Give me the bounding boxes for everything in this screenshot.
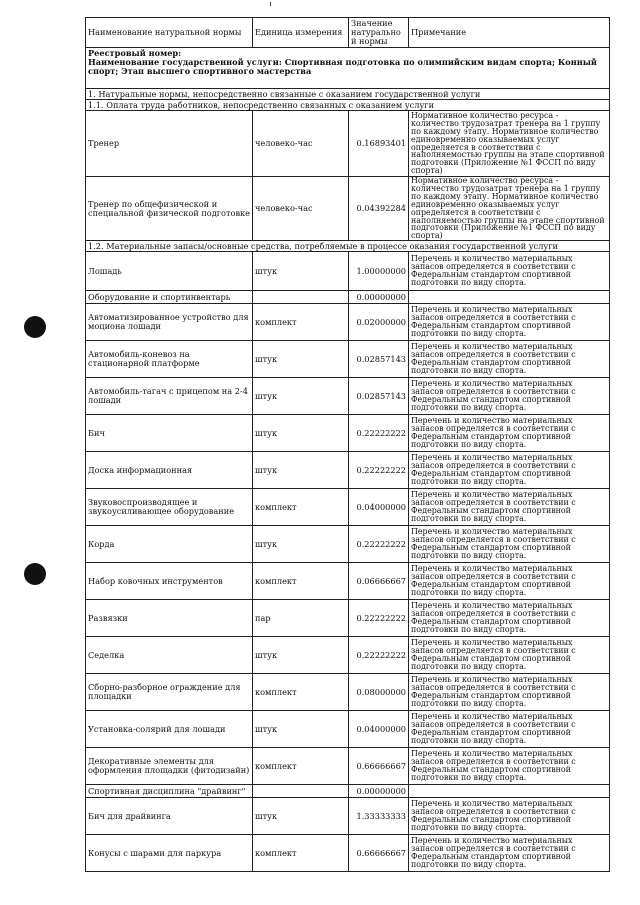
row-unit: комплект	[253, 489, 349, 526]
row-unit: комплект	[253, 304, 349, 341]
row-unit	[253, 291, 349, 304]
section-1: 1. Натуральные нормы, непосредственно связанные с оказанием государственной услуги	[86, 89, 610, 100]
row-name: Звуковоспроизводящее и звукоусиливающее оборудование	[86, 489, 253, 526]
row-value: 0.22222222	[349, 600, 409, 637]
row-value: 0.66666667	[349, 835, 409, 872]
row-note: Перечень и количество материальных запасов определяется в соответствии с Федеральным стандартом спортивной подготовки по виду спорта.	[409, 674, 610, 711]
row-value: 1.00000000	[349, 252, 409, 291]
row-value: 0.22222222	[349, 526, 409, 563]
table-row	[86, 291, 610, 304]
table-row	[86, 177, 610, 241]
row-value: 0.04000000	[349, 711, 409, 748]
header-unit: Единица измерения	[253, 18, 349, 48]
row-unit: штук	[253, 252, 349, 291]
row-name: Бич для драйвинга	[86, 798, 253, 835]
header-name: Наименование натуральной нормы	[86, 18, 253, 48]
row-name: Седелка	[86, 637, 253, 674]
row-value: 0.22222222	[349, 415, 409, 452]
row-name: Лошадь	[86, 252, 253, 291]
table-row	[86, 835, 610, 872]
row-value: 0.06666667	[349, 563, 409, 600]
row-note: Нормативное количество ресурса - количество трудозатрат тренера на 1 группу по каждому этапу. Нормативное количество единовременно оказываемых услуг определяется в соответствии с наполняемостью группы на этапе спортивной подготовки (Приложение №1 ФССП по виду спорта)	[409, 177, 610, 241]
header-value: Значение натуральной нормы	[349, 18, 409, 48]
section-row	[86, 241, 610, 252]
row-unit: комплект	[253, 835, 349, 872]
row-name: Оборудование и спортинвентарь	[86, 291, 253, 304]
row-note: Перечень и количество материальных запасов определяется в соответствии с Федеральным стандартом спортивной подготовки по виду спорта.	[409, 563, 610, 600]
registry-row	[86, 48, 610, 89]
row-note: Нормативное количество ресурса - количество трудозатрат тренера на 1 группу по каждому этапу. Нормативное количество единовременно оказываемых услуг определяется в соответствии с наполняемостью группы на этапе спортивной подготовки (Приложение №1 ФССП по виду спорта)	[409, 111, 610, 177]
table-row	[86, 111, 610, 177]
row-name: Установка-солярий для лошади	[86, 711, 253, 748]
table-row	[86, 252, 610, 291]
row-value: 0.22222222	[349, 637, 409, 674]
row-unit: комплект	[253, 674, 349, 711]
row-name: Конусы с шарами для паркура	[86, 835, 253, 872]
row-unit: комплект	[253, 748, 349, 785]
row-name: Автомобиль-тагач с прицепом на 2-4 лошади	[86, 378, 253, 415]
row-value: 0.02857143	[349, 378, 409, 415]
section-1-1: 1.1. Оплата труда работников, непосредственно связанных с оказанием услуги	[86, 100, 610, 111]
row-value: 0.00000000	[349, 291, 409, 304]
row-note: Перечень и количество материальных запасов определяется в соответствии с Федеральным стандартом спортивной подготовки по виду спорта.	[409, 600, 610, 637]
row-note: Перечень и количество материальных запасов определяется в соответствии с Федеральным стандартом спортивной подготовки по виду спорта.	[409, 711, 610, 748]
row-unit: штук	[253, 452, 349, 489]
row-note: Перечень и количество материальных запасов определяется в соответствии с Федеральным стандартом спортивной подготовки по виду спорта.	[409, 489, 610, 526]
scan-mark	[270, 2, 271, 6]
row-name: Автоматизированное устройство для моциона лошади	[86, 304, 253, 341]
row-name: Развязки	[86, 600, 253, 637]
row-name: Корда	[86, 526, 253, 563]
row-unit: комплект	[253, 563, 349, 600]
punch-hole-bottom	[24, 563, 46, 585]
row-unit: штук	[253, 711, 349, 748]
row-value: 0.02000000	[349, 304, 409, 341]
row-note: Перечень и количество материальных запасов определяется в соответствии с Федеральным стандартом спортивной подготовки по виду спорта.	[409, 252, 610, 291]
table-row	[86, 637, 610, 674]
row-note: Перечень и количество материальных запасов определяется в соответствии с Федеральным стандартом спортивной подготовки по виду спорта.	[409, 378, 610, 415]
service-name: Наименование государственной услуги: Спортивная подготовка по олимпийским видам спорта; Конный спорт; Этап высшего спортивного мастерства	[88, 56, 598, 76]
row-unit	[253, 785, 349, 798]
row-note: Перечень и количество материальных запасов определяется в соответствии с Федеральным стандартом спортивной подготовки по виду спорта.	[409, 415, 610, 452]
row-note: Перечень и количество материальных запасов определяется в соответствии с Федеральным стандартом спортивной подготовки по виду спорта.	[409, 526, 610, 563]
row-unit: пар	[253, 600, 349, 637]
row-name: Декоративные элементы для оформления площадки (фитодизайн)	[86, 748, 253, 785]
row-unit: человеко-час	[253, 177, 349, 241]
registry-cell	[86, 48, 610, 89]
section-row	[86, 100, 610, 111]
table-row	[86, 798, 610, 835]
row-value: 0.22222222	[349, 452, 409, 489]
table-header-row	[86, 18, 610, 48]
table-row	[86, 748, 610, 785]
section-1-2: 1.2. Материальные запасы/основные средства, потребляемые в процессе оказания государственной услуги	[86, 241, 610, 252]
row-note: Перечень и количество материальных запасов определяется в соответствии с Федеральным стандартом спортивной подготовки по виду спорта.	[409, 452, 610, 489]
row-value: 0.04392284	[349, 177, 409, 241]
row-unit: штук	[253, 637, 349, 674]
table-row	[86, 415, 610, 452]
table-row	[86, 785, 610, 798]
table-row	[86, 341, 610, 378]
row-unit: штук	[253, 798, 349, 835]
row-value: 0.66666667	[349, 748, 409, 785]
row-note: Перечень и количество материальных запасов определяется в соответствии с Федеральным стандартом спортивной подготовки по виду спорта.	[409, 341, 610, 378]
table-row	[86, 452, 610, 489]
row-name: Автомобиль-коневоз на стационарной платформе	[86, 341, 253, 378]
row-unit: штук	[253, 341, 349, 378]
row-unit: штук	[253, 415, 349, 452]
row-value: 0.00000000	[349, 785, 409, 798]
row-value: 0.04000000	[349, 489, 409, 526]
row-unit: штук	[253, 526, 349, 563]
row-note	[409, 291, 610, 304]
norms-table	[85, 17, 610, 872]
table-row	[86, 378, 610, 415]
table-row	[86, 304, 610, 341]
row-note: Перечень и количество материальных запасов определяется в соответствии с Федеральным стандартом спортивной подготовки по виду спорта.	[409, 748, 610, 785]
table-row	[86, 563, 610, 600]
punch-hole-top	[24, 316, 46, 338]
registry-label: Реестровый номер:	[88, 48, 182, 58]
row-value: 0.16893401	[349, 111, 409, 177]
row-note: Перечень и количество материальных запасов определяется в соответствии с Федеральным стандартом спортивной подготовки по виду спорта.	[409, 835, 610, 872]
row-name: Набор ковочных инструментов	[86, 563, 253, 600]
row-value: 0.02857143	[349, 341, 409, 378]
table-row	[86, 600, 610, 637]
row-unit: человеко-час	[253, 111, 349, 177]
header-note: Примечание	[409, 18, 610, 48]
row-name: Сборно-разборное ограждение для площадки	[86, 674, 253, 711]
section-row	[86, 89, 610, 100]
row-value: 0.08000000	[349, 674, 409, 711]
row-name: Бич	[86, 415, 253, 452]
row-note	[409, 785, 610, 798]
row-name: Доска информационная	[86, 452, 253, 489]
table-row	[86, 489, 610, 526]
row-name: Тренер	[86, 111, 253, 177]
table-row	[86, 526, 610, 563]
row-value: 1.33333333	[349, 798, 409, 835]
row-name: Спортивная дисциплина "драйвинг"	[86, 785, 253, 798]
table-row	[86, 674, 610, 711]
row-note: Перечень и количество материальных запасов определяется в соответствии с Федеральным стандартом спортивной подготовки по виду спорта.	[409, 304, 610, 341]
table-row	[86, 711, 610, 748]
row-note: Перечень и количество материальных запасов определяется в соответствии с Федеральным стандартом спортивной подготовки по виду спорта.	[409, 798, 610, 835]
row-note: Перечень и количество материальных запасов определяется в соответствии с Федеральным стандартом спортивной подготовки по виду спорта.	[409, 637, 610, 674]
row-name: Тренер по общефизической и специальной физической подготовке	[86, 177, 253, 241]
row-unit: штук	[253, 378, 349, 415]
